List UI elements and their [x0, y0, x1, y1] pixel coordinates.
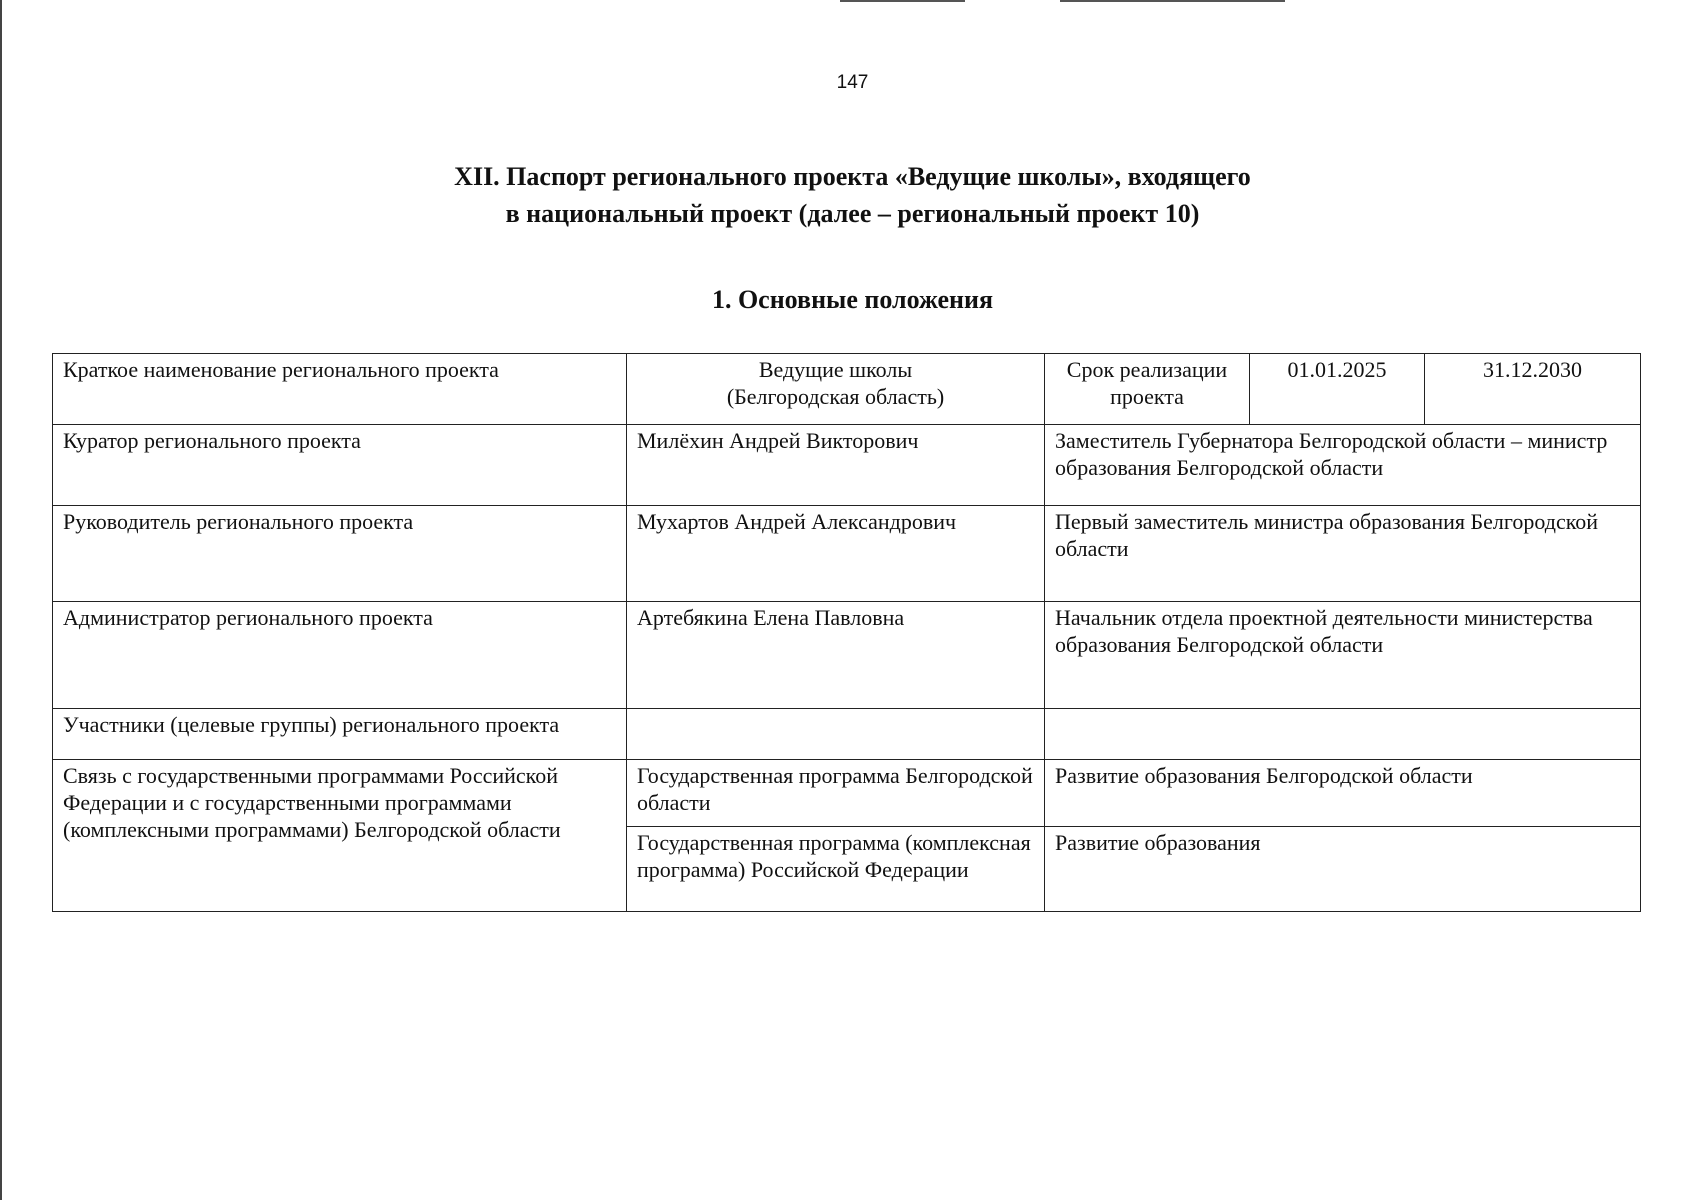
document-title	[0, 158, 1705, 232]
project-passport-table	[52, 353, 1641, 912]
participants-extra	[1045, 709, 1641, 760]
page-number: 147	[836, 72, 869, 93]
scan-mark	[1060, 0, 1285, 2]
head-name: Мухартов Андрей Александрович	[627, 506, 1045, 602]
table-row	[53, 760, 1641, 827]
short-name-label: Краткое наименование регионального проекта	[53, 354, 627, 425]
federal-program-type: Государственная программа (комплексная программа) Российской Федерации	[627, 827, 1045, 912]
table-row	[53, 709, 1641, 760]
program-link-label: Связь с государственными программами Российской Федерации и с государственными программами (комплексными программами) Белгородской области	[53, 760, 627, 912]
term-label-line-1: Срок реализации	[1066, 357, 1228, 382]
participants-label: Участники (целевые группы) регионального проекта	[53, 709, 627, 760]
short-name-line-1: Ведущие школы	[758, 357, 913, 382]
head-label: Руководитель регионального проекта	[53, 506, 627, 602]
curator-name: Милёхин Андрей Викторович	[627, 425, 1045, 506]
short-name-value	[627, 354, 1045, 425]
term-label	[1045, 354, 1250, 425]
head-position: Первый заместитель министра образования Белгородской области	[1045, 506, 1641, 602]
term-label-line-2: проекта	[1110, 384, 1184, 409]
participants-value	[627, 709, 1045, 760]
admin-label: Администратор регионального проекта	[53, 602, 627, 709]
admin-name: Артебякина Елена Павловна	[627, 602, 1045, 709]
admin-position: Начальник отдела проектной деятельности министерства образования Белгородской области	[1045, 602, 1641, 709]
term-end: 31.12.2030	[1425, 354, 1641, 425]
federal-program-name: Развитие образования	[1045, 827, 1641, 912]
section-title: 1. Основные положения	[711, 285, 994, 314]
table-row	[53, 354, 1641, 425]
short-name-line-2: (Белгородская область)	[726, 384, 945, 409]
table-row	[53, 506, 1641, 602]
regional-program-type: Государственная программа Белгородской области	[627, 760, 1045, 827]
scan-mark	[840, 0, 965, 2]
table-row	[53, 602, 1641, 709]
curator-position: Заместитель Губернатора Белгородской области – министр образования Белгородской области	[1045, 425, 1641, 506]
title-line-2: в национальный проект (далее – региональный проект 10)	[505, 199, 1200, 228]
title-line-1: XII. Паспорт регионального проекта «Ведущие школы», входящего	[454, 162, 1251, 191]
term-start: 01.01.2025	[1250, 354, 1425, 425]
regional-program-name: Развитие образования Белгородской области	[1045, 760, 1641, 827]
table-row	[53, 425, 1641, 506]
curator-label: Куратор регионального проекта	[53, 425, 627, 506]
